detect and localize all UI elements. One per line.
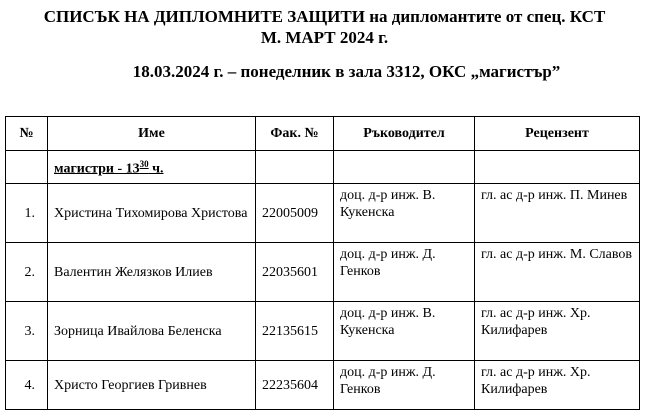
table-header-row xyxy=(6,117,640,151)
student-name: Христо Георгиев Гривнев xyxy=(48,361,256,410)
table-row xyxy=(6,302,640,361)
column-header-faculty-number: Фак. № xyxy=(256,117,334,151)
row-number: 2. xyxy=(6,243,48,302)
subheader-empty-cell xyxy=(256,151,334,184)
group-label: магистри - $13^{30}$ ч. xyxy=(54,158,164,177)
column-header-number: № xyxy=(6,117,48,151)
row-number: 4. xyxy=(6,361,48,410)
subheader-empty-cell xyxy=(475,151,640,184)
row-number: 1. xyxy=(6,184,48,243)
table-row xyxy=(6,184,640,243)
reviewer: гл. ас д-р инж. М. Славов xyxy=(475,243,640,302)
table-row xyxy=(6,361,640,410)
faculty-number: 22135615 xyxy=(256,302,334,361)
supervisor: доц. д-р инж. Д. Генков xyxy=(334,361,475,410)
group-subheader-row xyxy=(6,151,640,184)
defense-schedule-table xyxy=(5,116,640,410)
subheader-label-cell xyxy=(48,151,256,184)
faculty-number: 22235604 xyxy=(256,361,334,410)
column-header-name: Име xyxy=(48,117,256,151)
table-row xyxy=(6,243,640,302)
faculty-number: 22035601 xyxy=(256,243,334,302)
column-header-reviewer: Рецензент xyxy=(475,117,640,151)
supervisor: доц. д-р инж. В. Кукенска xyxy=(334,184,475,243)
row-number: 3. xyxy=(6,302,48,361)
document-title: СПИСЪК НА ДИПЛОМНИТЕ ЗАЩИТИ на дипломантите от спец. КСТ xyxy=(43,7,606,26)
student-name: Валентин Желязков Илиев xyxy=(48,243,256,302)
reviewer: гл. ас д-р инж. П. Минев xyxy=(475,184,640,243)
student-name: Христина Тихомирова Христова xyxy=(48,184,256,243)
student-name: Зорница Ивайлова Беленска xyxy=(48,302,256,361)
column-header-supervisor: Ръководител xyxy=(334,117,475,151)
document-subtitle: М. МАРТ 2024 г. xyxy=(260,28,389,47)
session-info: 18.03.2024 г. – понеделник в зала 3312, ОКС „магистър” xyxy=(132,62,561,81)
supervisor: доц. д-р инж. Д. Генков xyxy=(334,243,475,302)
reviewer: гл. ас д-р инж. Хр. Килифарев xyxy=(475,361,640,410)
faculty-number: 22005009 xyxy=(256,184,334,243)
supervisor: доц. д-р инж. В. Кукенска xyxy=(334,302,475,361)
reviewer: гл. ас д-р инж. Хр. Килифарев xyxy=(475,302,640,361)
subheader-empty-cell xyxy=(334,151,475,184)
subheader-empty-cell xyxy=(6,151,48,184)
